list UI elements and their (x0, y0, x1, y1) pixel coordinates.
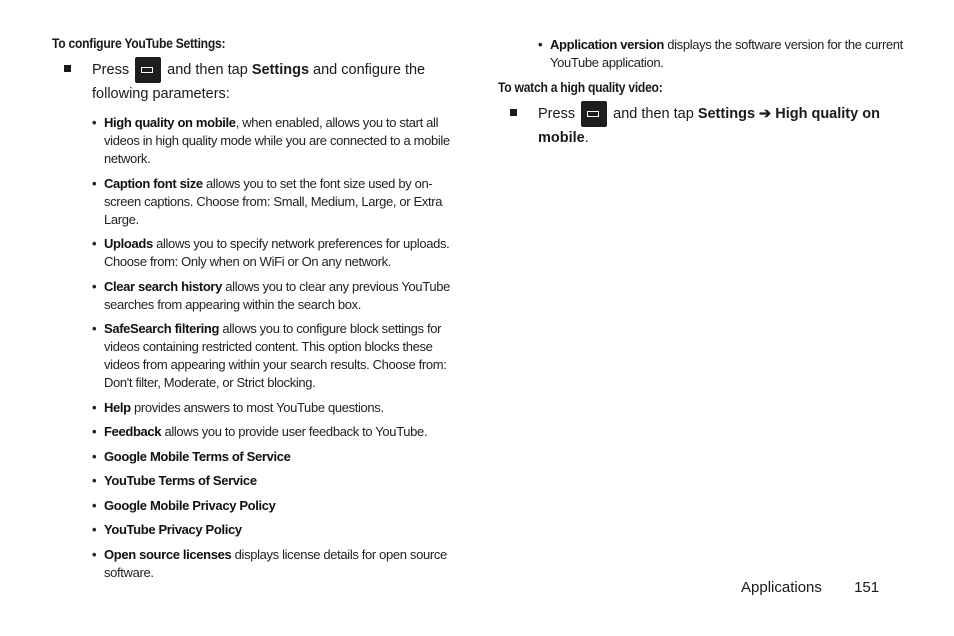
step-then-tap-text: and then tap (613, 105, 694, 122)
bullet-dot-icon: • (92, 278, 97, 294)
step-open-settings (52, 57, 452, 106)
bullet-dot-icon: • (92, 175, 97, 191)
item-text: displays the software version for the current YouTube application. (550, 37, 903, 70)
step-rest-text: and configure the following parameters: (92, 61, 426, 102)
step-end-text: . (584, 130, 589, 146)
bullet-dot-icon: • (92, 399, 97, 415)
section-heading-watch-hq: To watch a high quality video: (498, 80, 663, 95)
item-term: Open source licenses (104, 546, 232, 562)
bullet-dot-icon: • (538, 37, 543, 52)
item-term: Help (104, 399, 131, 415)
page-footer (741, 579, 879, 596)
bullet-dot-icon: • (92, 448, 97, 464)
list-item (92, 472, 452, 490)
list-item (92, 114, 452, 168)
list-item (92, 175, 452, 229)
list-item (538, 36, 908, 72)
list-item (92, 521, 452, 539)
list-item (92, 278, 452, 314)
list-item (92, 546, 452, 582)
step-high-quality (498, 101, 908, 150)
step-path-term: Settings ➔ High quality on mobile (538, 105, 880, 146)
left-column (52, 36, 452, 588)
section-heading-configure: To configure YouTube Settings: (52, 36, 226, 51)
item-term: Caption font size (104, 175, 203, 191)
item-term: Google Mobile Terms of Service (104, 448, 291, 464)
item-term: SafeSearch filtering (104, 321, 220, 336)
footer-section-name: Applications (741, 579, 822, 596)
right-column (498, 36, 908, 150)
item-term: Application version (550, 37, 664, 52)
menu-key-icon (135, 57, 161, 83)
list-item (92, 399, 452, 417)
bullet-dot-icon: • (92, 115, 97, 130)
bullet-dot-icon: • (92, 546, 97, 562)
list-item (92, 448, 452, 466)
item-text: allows you to provide user feedback to YouTube. (161, 424, 428, 439)
settings-parameter-list-continued (498, 36, 908, 72)
item-text: allows you to set the font size used by on-screen captions. Choose from: Small, Medium, Large, or Extra Large. (104, 175, 443, 227)
item-term: Google Mobile Privacy Policy (104, 497, 276, 513)
item-term: High quality on mobile (104, 115, 236, 130)
list-item (92, 423, 452, 441)
item-text: provides answers to most YouTube questions. (130, 399, 384, 415)
step-settings-term: Settings (251, 61, 310, 78)
bullet-dot-icon: • (92, 473, 97, 488)
item-text: allows you to clear any previous YouTube searches from appearing within the search box. (104, 278, 451, 312)
list-item (92, 235, 452, 271)
square-bullet-icon (64, 65, 71, 72)
page-number: 151 (854, 579, 880, 596)
step-press-text: Press (92, 61, 130, 78)
bullet-dot-icon: • (92, 424, 97, 439)
bullet-dot-icon: • (92, 522, 97, 537)
item-term: Clear search history (104, 278, 223, 294)
bullet-dot-icon: • (92, 236, 97, 251)
item-term: Feedback (104, 424, 162, 439)
step-then-tap-text: and then tap (167, 61, 248, 78)
list-item (92, 497, 452, 515)
item-text: allows you to specify network preferences for uploads. Choose from: Only when on WiFi or On any network. (104, 236, 450, 269)
item-term: YouTube Terms of Service (104, 473, 257, 488)
bullet-dot-icon: • (92, 321, 97, 336)
item-text: allows you to configure block settings for videos containing restricted content. This option blocks these videos from appearing within your search results. Choose from: Don't filter, Moderate, or Strict blocking. (104, 321, 447, 390)
item-text: displays license details for open source software. (104, 546, 447, 580)
item-term: Uploads (104, 236, 153, 251)
step-press-text: Press (538, 105, 576, 122)
settings-parameter-list (52, 114, 452, 582)
item-term: YouTube Privacy Policy (104, 522, 242, 537)
item-text: , when enabled, allows you to start all videos in high quality mode while you are connected to a mobile network. (104, 115, 450, 166)
bullet-dot-icon: • (92, 497, 97, 513)
square-bullet-icon (510, 109, 517, 116)
menu-key-icon (581, 101, 607, 127)
list-item (92, 320, 452, 392)
